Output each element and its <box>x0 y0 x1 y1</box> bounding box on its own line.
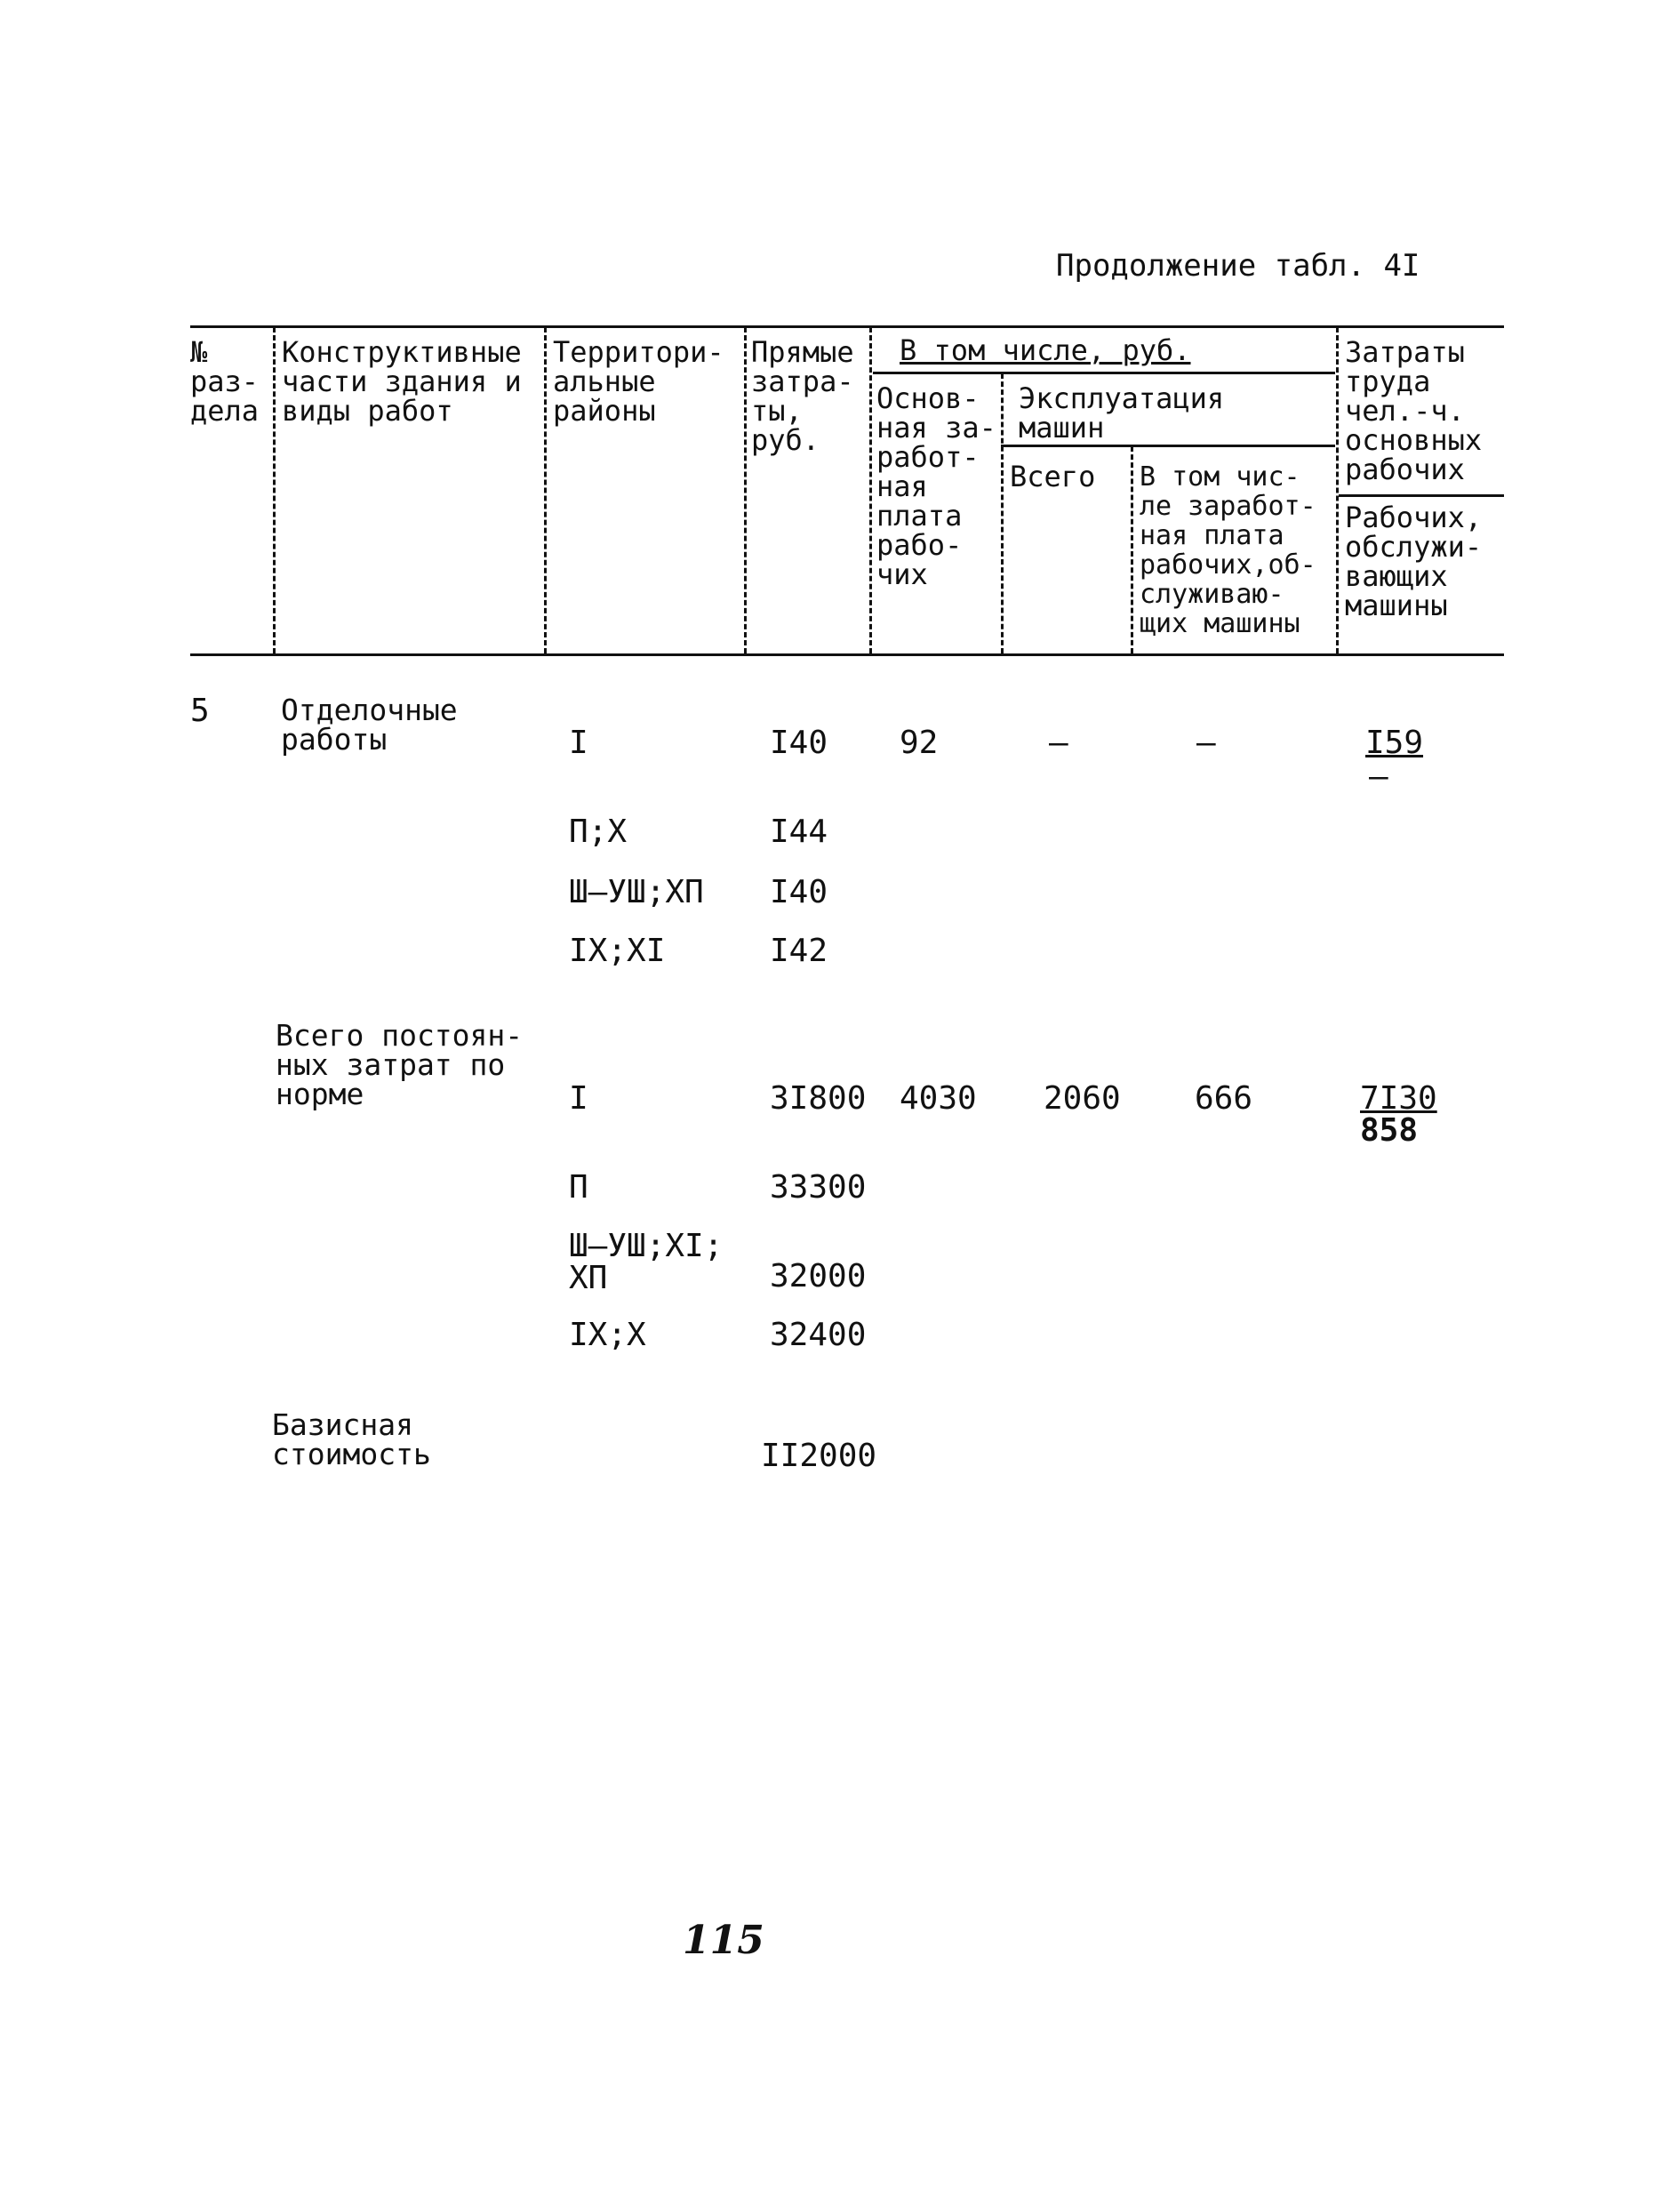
basic-wage-cell: 92 <box>900 725 939 761</box>
labor-split-rule <box>1339 494 1504 497</box>
region-cell: Ш–УШ;XI; XП <box>569 1228 724 1296</box>
direct-cost-cell: 32400 <box>770 1317 867 1353</box>
machines-wage-cell: – <box>1196 725 1216 761</box>
header-machines-wage: В том чис- ле заработ- ная плата рабочих,об- служиваю- щих машины <box>1140 461 1316 639</box>
direct-cost-cell: I40 <box>770 725 828 761</box>
labor-machines-cell: 858 <box>1360 1112 1419 1149</box>
region-cell: IX;XI <box>569 933 666 969</box>
direct-cost-cell: 32000 <box>770 1258 867 1294</box>
page-number: 115 <box>683 1918 764 1963</box>
total-title: Всего постоян- ных затрат по норме <box>276 1018 524 1111</box>
header-bottom-rule <box>190 653 1504 656</box>
column-separator <box>273 327 276 653</box>
header-labor-costs: Затраты труда чел.-ч. основных рабочих <box>1345 335 1483 486</box>
direct-cost-cell: 33300 <box>770 1169 867 1206</box>
region-cell: П <box>569 1169 588 1206</box>
column-separator <box>544 327 547 653</box>
header-including-group: В том числе, руб. <box>900 333 1191 367</box>
machines-total-cell: 2060 <box>1044 1080 1121 1117</box>
region-cell: IX;X <box>569 1317 646 1353</box>
column-separator <box>1001 373 1004 653</box>
direct-cost-cell: I42 <box>770 933 828 969</box>
column-separator <box>869 327 872 653</box>
header-machines-total: Всего <box>1010 460 1096 493</box>
section-title: Отделочные работы <box>281 693 458 757</box>
direct-cost-cell: 3I800 <box>770 1080 867 1117</box>
header-construction-parts: Конструктивные части здания и виды работ <box>282 335 522 428</box>
machines-wage-cell: 666 <box>1195 1080 1253 1117</box>
column-separator <box>744 327 747 653</box>
header-territorial-regions: Территори- альные районы <box>553 335 724 428</box>
region-cell: I <box>569 1080 588 1117</box>
column-separator <box>1336 327 1339 653</box>
header-direct-costs: Прямые затра- ты, руб. <box>751 335 854 457</box>
section-number: 5 <box>190 693 210 729</box>
header-top-rule <box>190 325 1504 328</box>
basic-wage-cell: 4030 <box>900 1080 977 1117</box>
header-basic-wage: Основ- ная за- работ- ная плата рабо- чих <box>876 381 996 591</box>
table-caption: Продолжение табл. 4I <box>1056 248 1420 284</box>
column-separator <box>1131 446 1133 653</box>
base-cost-value: II2000 <box>761 1438 877 1474</box>
region-cell: I <box>569 725 588 761</box>
header-machines-group: Эксплуатация машин <box>1019 381 1225 445</box>
labor-main-cell: 7I30 <box>1360 1080 1437 1117</box>
header-labor-machines: Рабочих, обслужи- вающих машины <box>1345 501 1483 622</box>
labor-machines-cell: – <box>1369 758 1388 795</box>
labor-main-cell: I59 <box>1365 725 1424 761</box>
including-group-rule <box>873 372 1335 374</box>
machines-total-cell: – <box>1049 725 1068 761</box>
direct-cost-cell: I40 <box>770 874 828 910</box>
base-cost-title: Базисная стоимость <box>272 1407 431 1471</box>
header-section-number: № раз- дела <box>190 335 260 428</box>
region-cell: Ш–УШ;XП <box>569 874 704 910</box>
region-cell: П;X <box>569 813 628 850</box>
direct-cost-cell: I44 <box>770 813 828 850</box>
machines-group-rule <box>1001 445 1335 447</box>
